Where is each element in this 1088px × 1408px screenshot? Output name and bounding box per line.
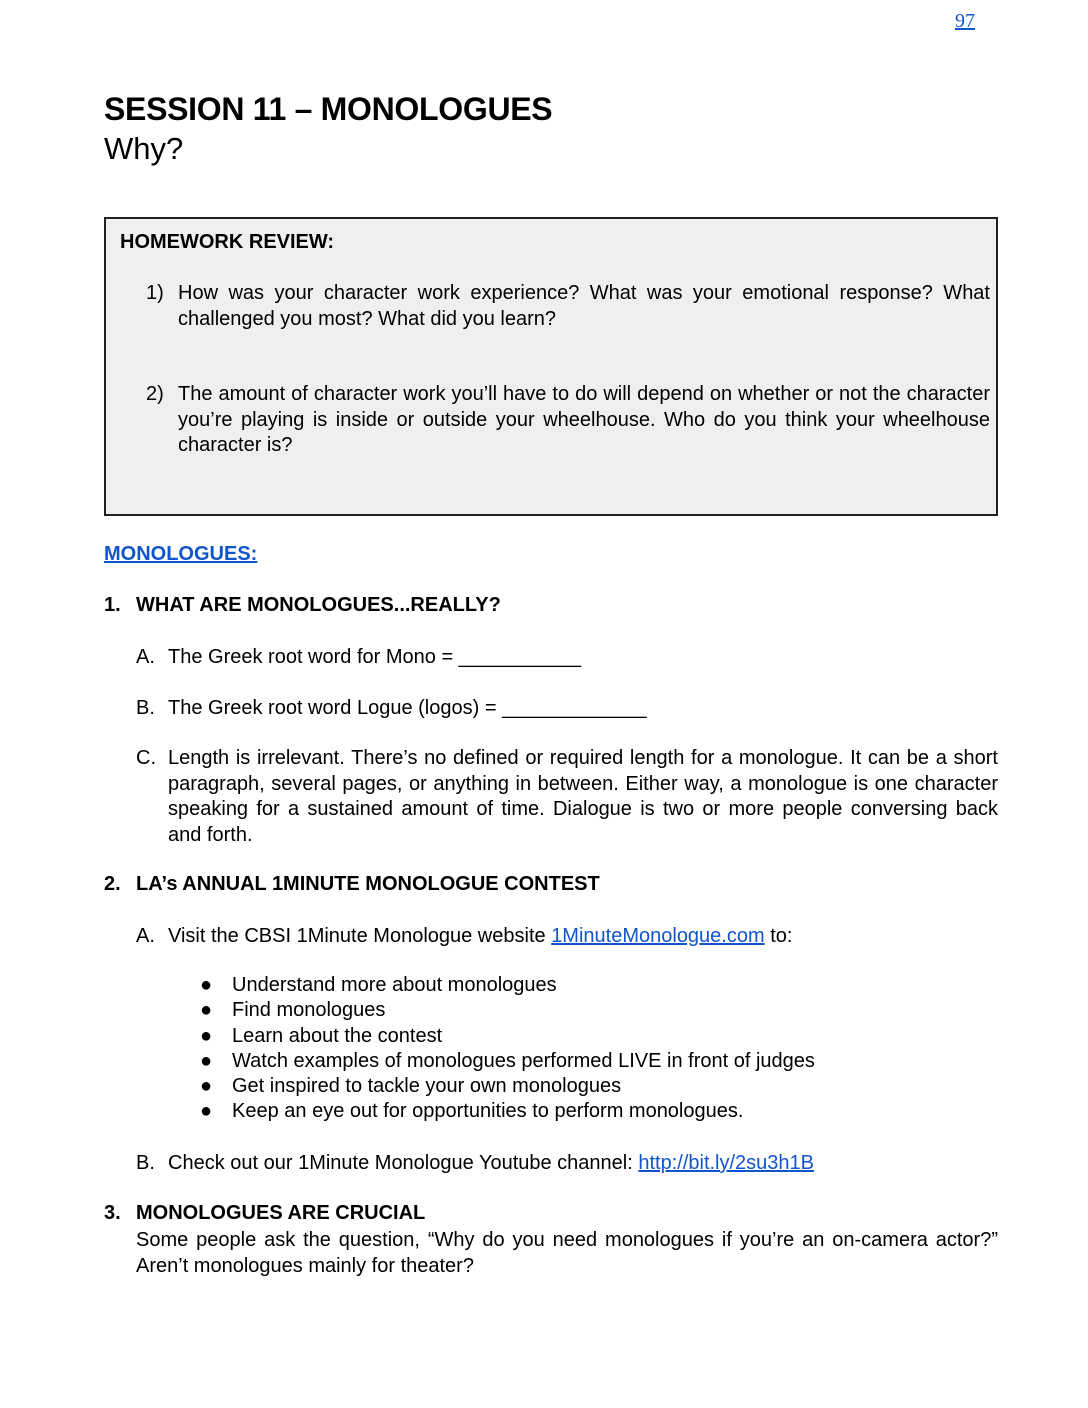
section-paragraph: Some people ask the question, “Why do you need monologues if you’re an on-camera actor?” Aren’t monologues mainly for theater? <box>136 1229 998 1277</box>
list-item <box>136 1151 998 1177</box>
bullet-text: Learn about the contest <box>232 1024 443 1047</box>
bullet-item <box>200 1099 815 1124</box>
item-text <box>168 1151 998 1177</box>
item-text: The Greek root word for Mono = ___________ <box>168 646 582 668</box>
homework-review-box <box>104 217 998 516</box>
bullet-item <box>200 973 815 998</box>
page-title: SESSION 11 – MONOLOGUES <box>104 91 553 127</box>
page-subtitle: Why? <box>104 131 184 166</box>
list-item <box>136 746 998 848</box>
item-letter: C. <box>136 747 156 769</box>
homework-item-number: 2) <box>146 383 164 405</box>
bullet-text: Find monologues <box>232 999 386 1022</box>
homework-item-text: How was your character work experience? What was your emotional response? What challenged you most? What did you learn? <box>178 282 990 330</box>
section-number: 3. <box>104 1202 121 1224</box>
bullet-text: Watch examples of monologues performed LIVE in front of judges <box>232 1049 815 1072</box>
section-number: 1. <box>104 594 121 616</box>
section-number: 2. <box>104 873 121 895</box>
item-text: Length is irrelevant. There’s no defined or required length for a monologue. It can be a short paragraph, several pages, or anything in between. Either way, a monologue is one character speaking for a sustained amount of time. Dialogue is two or more people conversing back and forth. <box>168 747 998 846</box>
item-text <box>168 924 998 950</box>
item-text-prefix: Check out our 1Minute Monologue Youtube channel: <box>168 1152 639 1174</box>
bullet-text: Keep an eye out for opportunities to perform monologues. <box>232 1100 744 1123</box>
monologues-section-link[interactable]: MONOLOGUES: <box>104 543 258 565</box>
list-item <box>136 696 998 722</box>
homework-heading: HOMEWORK REVIEW: <box>120 231 335 253</box>
section-heading <box>104 594 501 617</box>
bullet-item <box>200 1024 815 1049</box>
bullet-list <box>200 973 815 1125</box>
homework-item <box>146 281 990 332</box>
youtube-channel-link[interactable]: http://bit.ly/2su3h1B <box>638 1152 815 1174</box>
bullet-icon: ● <box>200 999 213 1022</box>
bullet-item <box>200 1074 815 1099</box>
section-heading <box>104 1202 425 1225</box>
bullet-icon: ● <box>200 1049 213 1072</box>
item-letter: B. <box>136 697 155 719</box>
bullet-icon: ● <box>200 974 213 996</box>
bullet-text: Get inspired to tackle your own monologues <box>232 1075 622 1098</box>
section-title: WHAT ARE MONOLOGUES...REALLY? <box>136 594 501 616</box>
section-title: LA’s ANNUAL 1MINUTE MONOLOGUE CONTEST <box>136 873 600 895</box>
bullet-icon: ● <box>200 1075 213 1098</box>
section-heading <box>104 873 600 896</box>
item-text: The Greek root word Logue (logos) = _____________ <box>168 697 647 719</box>
item-letter: A. <box>136 925 155 947</box>
bullet-icon: ● <box>200 1100 213 1123</box>
homework-item-text: The amount of character work you’ll have to do will depend on whether or not the character you’re playing is inside or outside your wheelhouse. Who do you think your wheelhouse character is? <box>178 383 990 456</box>
item-text-suffix: to: <box>764 925 793 947</box>
item-letter: B. <box>136 1152 155 1174</box>
homework-item-number: 1) <box>146 282 164 304</box>
item-letter: A. <box>136 646 155 668</box>
item-text-prefix: Visit the CBSI 1Minute Monologue website <box>168 925 552 947</box>
website-link[interactable]: 1MinuteMonologue.com <box>551 925 765 947</box>
list-item <box>136 645 998 671</box>
section-title: MONOLOGUES ARE CRUCIAL <box>136 1202 426 1224</box>
bullet-item <box>200 1049 815 1074</box>
bullet-icon: ● <box>200 1024 213 1047</box>
bullet-text: Understand more about monologues <box>232 974 557 996</box>
bullet-item <box>200 998 815 1023</box>
homework-item <box>146 382 990 459</box>
list-item <box>136 924 998 950</box>
page-number-link[interactable]: 97 <box>955 10 975 32</box>
